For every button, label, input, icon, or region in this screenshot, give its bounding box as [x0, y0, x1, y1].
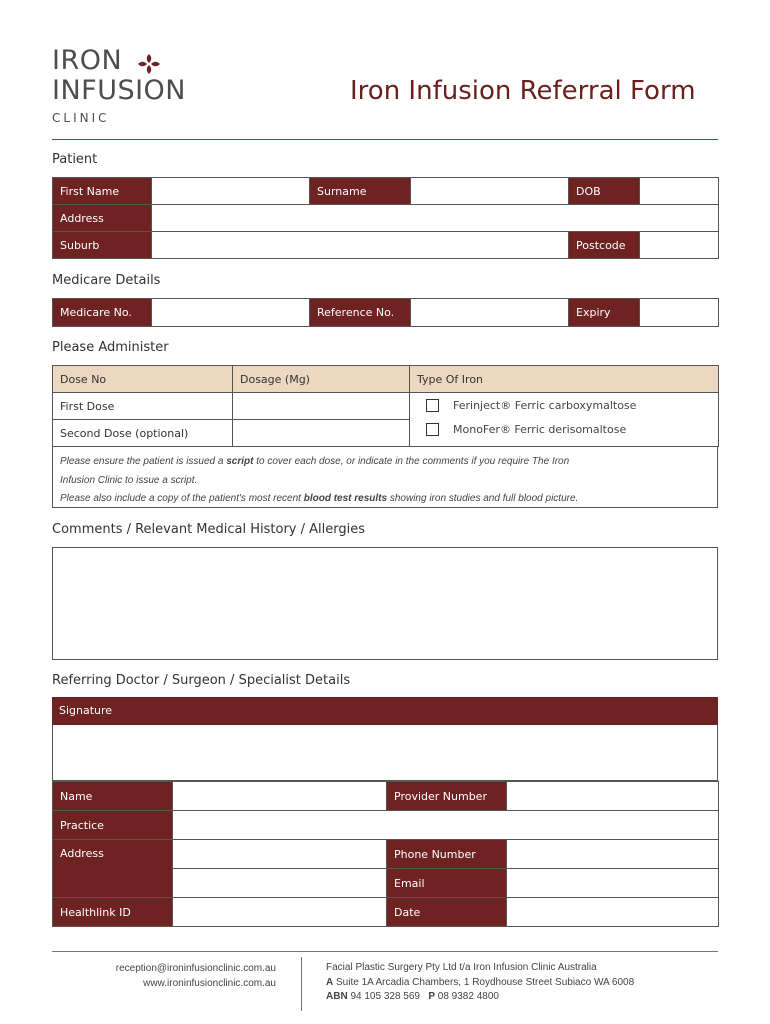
patient-section-title: Patient	[52, 152, 98, 167]
healthlink-id-field[interactable]	[173, 898, 387, 927]
footer-address: Suite 1A Arcadia Chambers, 1 Roydhouse Street Subiaco WA 6008	[336, 976, 635, 988]
title-divider	[52, 139, 718, 140]
dob-label: DOB	[569, 178, 640, 205]
footer-divider	[52, 951, 718, 952]
medicare-number-field[interactable]	[152, 299, 310, 327]
note-line1-post: to cover each dose, or indicate in the comments if you require The Iron	[253, 456, 570, 467]
practice-label: Practice	[53, 811, 173, 840]
referrer-name-label: Name	[53, 782, 173, 811]
footer-website[interactable]: www.ironinfusionclinic.com.au	[143, 978, 276, 989]
referrer-address-label: Address	[53, 840, 173, 898]
dose-no-header: Dose No	[53, 366, 233, 393]
provider-number-label: Provider Number	[387, 782, 507, 811]
postcode-label: Postcode	[569, 232, 640, 259]
surname-field[interactable]	[411, 178, 569, 205]
type-of-iron-header: Type Of Iron	[410, 366, 719, 393]
expiry-label: Expiry	[569, 299, 640, 327]
healthlink-id-label: Healthlink ID	[53, 898, 173, 927]
email-label: Email	[387, 869, 507, 898]
address-field[interactable]	[152, 205, 719, 232]
footer-phone-prefix: P	[428, 991, 435, 1002]
medicare-section-title: Medicare Details	[52, 273, 161, 288]
ferinject-label: Ferinject® Ferric carboxymaltose	[453, 399, 637, 412]
logo-cross-icon	[136, 52, 162, 76]
medicare-number-label: Medicare No.	[53, 299, 152, 327]
comments-field[interactable]	[52, 547, 718, 660]
expiry-field[interactable]	[640, 299, 719, 327]
footer-abn: 94 105 328 569	[350, 991, 420, 1002]
medicare-table	[52, 298, 719, 327]
note-script-bold: script	[226, 456, 254, 467]
suburb-field[interactable]	[152, 232, 569, 259]
footer-email[interactable]: reception@ironinfusionclinic.com.au	[115, 963, 276, 974]
provider-number-field[interactable]	[507, 782, 719, 811]
comments-section-title: Comments / Relevant Medical History / Allergies	[52, 522, 365, 537]
dob-field[interactable]	[640, 178, 719, 205]
footer-address-prefix: A	[326, 976, 334, 988]
signature-field[interactable]	[52, 725, 718, 781]
footer-abn-prefix: ABN	[326, 991, 348, 1002]
monofer-option[interactable]	[426, 423, 626, 436]
footer-phone: 08 9382 4800	[437, 991, 499, 1002]
date-label: Date	[387, 898, 507, 927]
signature-label: Signature	[52, 697, 718, 725]
footer-contact	[52, 961, 276, 991]
referrer-section-title: Referring Doctor / Surgeon / Specialist Details	[52, 673, 351, 688]
postcode-field[interactable]	[640, 232, 719, 259]
phone-number-field[interactable]	[507, 840, 719, 869]
referrer-address-field-2[interactable]	[173, 869, 387, 898]
first-dose-label: First Dose	[53, 393, 233, 420]
referrer-address-field-1[interactable]	[173, 840, 387, 869]
footer-vertical-divider	[301, 957, 302, 1011]
ferinject-checkbox[interactable]	[426, 399, 439, 412]
email-field[interactable]	[507, 869, 719, 898]
suburb-label: Suburb	[53, 232, 152, 259]
reference-number-field[interactable]	[411, 299, 569, 327]
dosage-header: Dosage (Mg)	[233, 366, 410, 393]
surname-label: Surname	[310, 178, 411, 205]
logo-text-infusion: INFUSION	[52, 75, 187, 106]
second-dose-label: Second Dose (optional)	[53, 420, 233, 447]
date-field[interactable]	[507, 898, 719, 927]
reference-number-label: Reference No.	[310, 299, 411, 327]
referrer-table	[52, 781, 719, 927]
first-name-label: First Name	[53, 178, 152, 205]
phone-number-label: Phone Number	[387, 840, 507, 869]
administer-section-title: Please Administer	[52, 340, 169, 355]
second-dose-dosage-field[interactable]	[233, 420, 410, 447]
note-line3-post: showing iron studies and full blood picture.	[387, 493, 579, 504]
administer-note	[52, 446, 718, 508]
monofer-label: MonoFer® Ferric derisomaltose	[453, 423, 627, 436]
practice-field[interactable]	[173, 811, 719, 840]
logo-text-clinic: CLINIC	[52, 111, 110, 125]
address-label: Address	[53, 205, 152, 232]
page-title: Iron Infusion Referral Form	[350, 76, 696, 106]
footer-company: Facial Plastic Surgery Pty Ltd t/a Iron Infusion Clinic Australia	[326, 962, 597, 973]
first-dose-dosage-field[interactable]	[233, 393, 410, 420]
monofer-checkbox[interactable]	[426, 423, 439, 436]
note-line1-pre: Please ensure the patient is issued a	[60, 456, 227, 467]
patient-table	[52, 177, 719, 259]
note-blood-bold: blood test results	[303, 493, 388, 504]
logo-text-iron: IRON	[52, 45, 123, 76]
note-line3-pre: Please also include a copy of the patient's most recent	[60, 493, 304, 504]
footer-company-info	[326, 961, 726, 1005]
note-line2: Infusion Clinic to issue a script.	[60, 474, 198, 486]
referrer-name-field[interactable]	[173, 782, 387, 811]
ferinject-option[interactable]	[426, 399, 636, 412]
first-name-field[interactable]	[152, 178, 310, 205]
